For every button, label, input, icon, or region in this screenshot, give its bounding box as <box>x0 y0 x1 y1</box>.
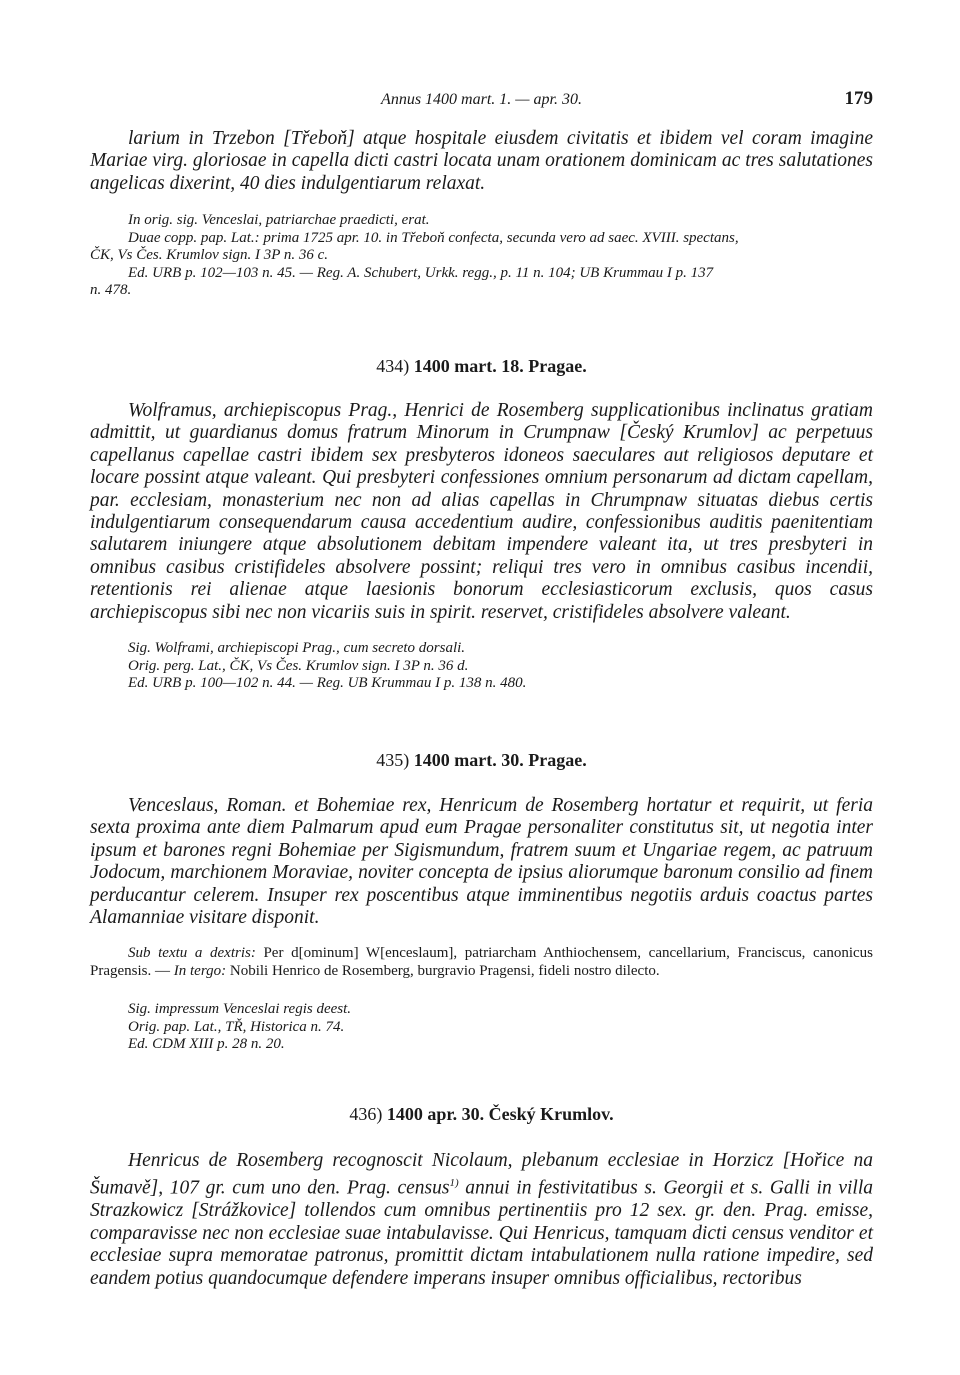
subtext-content: Per d[ominum] W[enceslaum], patriarcham Anthiochensem, cancellarium, Franciscus, canonicus Pragensis. — <box>90 945 873 979</box>
entry-433-notes <box>90 212 873 300</box>
tergo-label: In tergo: <box>173 962 227 979</box>
entry-434-text <box>90 400 873 624</box>
entry-number: 435) <box>376 750 410 770</box>
entry-435-heading <box>90 750 873 771</box>
entry-435-notes <box>90 1001 873 1054</box>
entry-number: 434) <box>376 356 410 376</box>
note-line: Ed. URB p. 102—103 n. 45. — Reg. A. Schubert, Urkk. regg., p. 11 n. 104; UB Krummau I p. 137 <box>128 264 714 281</box>
entry-436-body-start: Henricus de Rosemberg recognoscit Nicolaum, plebanum ecclesiae in Horzicz [Hořice na Šumavě], 107 gr. cum uno den. Prag. census <box>90 1150 873 1199</box>
entry-435-body: Venceslaus, Roman. et Bohemiae rex, Henricum de Rosemberg hortatur et requirit, ut feria sexta proxima ante diem Palmarum apud eum Pragae personaliter constitutus sit, ut negotia inter ipsum et barones regni Bohemiae per Sigismundum, fratrem suum et Ungariae regem, ac patruum Jodocum, marchionem Moraviae, noviter concepta de ipsius aliorumque baronum consilio ad finem perducantur celerem. Insuper rex poscentibus atque imminentibus negotiis arduis coactus partes Alamanniae visitare disponit. <box>90 795 873 929</box>
page-number: 179 <box>844 88 873 109</box>
entry-date-place: 1400 mart. 30. Pragae. <box>413 750 587 770</box>
note-line: Orig. pap. Lat., TŘ, Historica n. 74. <box>128 1018 345 1035</box>
entry-434-heading <box>90 356 873 377</box>
running-head <box>90 88 873 114</box>
entry-435-subtext <box>90 945 873 980</box>
note-line: Ed. CDM XIII p. 28 n. 20. <box>128 1036 285 1053</box>
subtext-label: Sub textu a dextris: <box>128 945 256 961</box>
note-line: Duae copp. pap. Lat.: prima 1725 apr. 10. in Třeboň confecta, secunda vero ad saec. XVIII. spectans, <box>128 229 739 246</box>
note-line: In orig. sig. Venceslai, patriarchae praedicti, erat. <box>128 212 430 228</box>
note-line: Orig. perg. Lat., ČK, Vs Čes. Krumlov sign. I 3P n. 36 d. <box>128 657 469 674</box>
entry-date-place: 1400 mart. 18. Pragae. <box>413 356 587 376</box>
entry-436-heading <box>90 1104 873 1125</box>
footnote-marker: 1) <box>449 1177 459 1190</box>
entry-436-body-end: annui in festivitatibus s. Georgii et s. Galli in villa Strazkowicz [Strážkovice] tollendos cum omnibus pertinentiis pro 12 sex. gr. den. Prag. emisse, comparavisse nec non ecclesiae suae intabulavisse. Qui Henricus, tamquam dicti census venditor et ecclesiae supra memoratae patronus, promittit dictam intabulationem nulla ratione impedire, sed eandem potius quandocumque defendere imperans insuper omnibus officialibus, rectoribus <box>90 1177 873 1289</box>
entry-number: 436) <box>349 1104 383 1124</box>
note-line: Sig. impressum Venceslai regis deest. <box>128 1001 352 1017</box>
note-line: n. 478. <box>90 282 132 299</box>
entry-435-text <box>90 795 873 929</box>
tergo-content: Nobili Henrico de Rosemberg, burgravio Pragensi, fideli nostro dilecto. <box>229 962 660 979</box>
entry-date-place: 1400 apr. 30. Český Krumlov. <box>386 1104 614 1124</box>
running-title: Annus 1400 mart. 1. — apr. 30. <box>381 91 582 108</box>
entry-434-body: Wolframus, archiepiscopus Prag., Henrici de Rosemberg supplicationibus inclinatus gratiam admittit, ut guardianus domus fratrum Minorum in Crumpnaw [Český Krumlov] ac perpetuus capellanus capellae castri ibidem sex presbyteros idoneos saeculares aut religiosos deputare et locare possint atque valeant. Qui presbyteri confessiones omnium personarum ad dictam capellam, par. ecclesiam, monasterium nec non ad alias capellas in Chrumpnaw situatas diebus certis indulgentiarum consequendarum causa accedentium audire, confessionibus auditis paenitentiam salutarem iniungere atque absolutionem debitam impendere valeant ita, ut tres presbyteri in omnibus casibus cristifideles absolvere possint; reliqui tres vero in omnibus casibus incendii, retentionis rei alienae atque laesionis bonorum ecclesiasticorum exclusis, quos casus archiepiscopus sibi nec non vicariis suis in spirit. reservet, cristifideles absolvere valeant. <box>90 400 873 623</box>
note-line: Sig. Wolframi, archiepiscopi Prag., cum secreto dorsali. <box>128 640 466 656</box>
entry-433-text: larium in Trzebon [Třeboň] atque hospitale eiusdem civitatis et ibidem vel coram imagine Mariae virg. gloriosae in capella dicti castri locata unam orationem dominicam ac tres salutationes angelicas dixerint, 40 dies indulgentiarum relaxat. <box>90 128 873 194</box>
entry-436-text <box>90 1150 873 1290</box>
entry-434-notes <box>90 640 873 693</box>
note-line: ČK, Vs Čes. Krumlov sign. I 3P n. 36 c. <box>90 247 329 264</box>
note-line: Ed. URB p. 100—102 n. 44. — Reg. UB Krummau I p. 138 n. 480. <box>128 675 527 692</box>
